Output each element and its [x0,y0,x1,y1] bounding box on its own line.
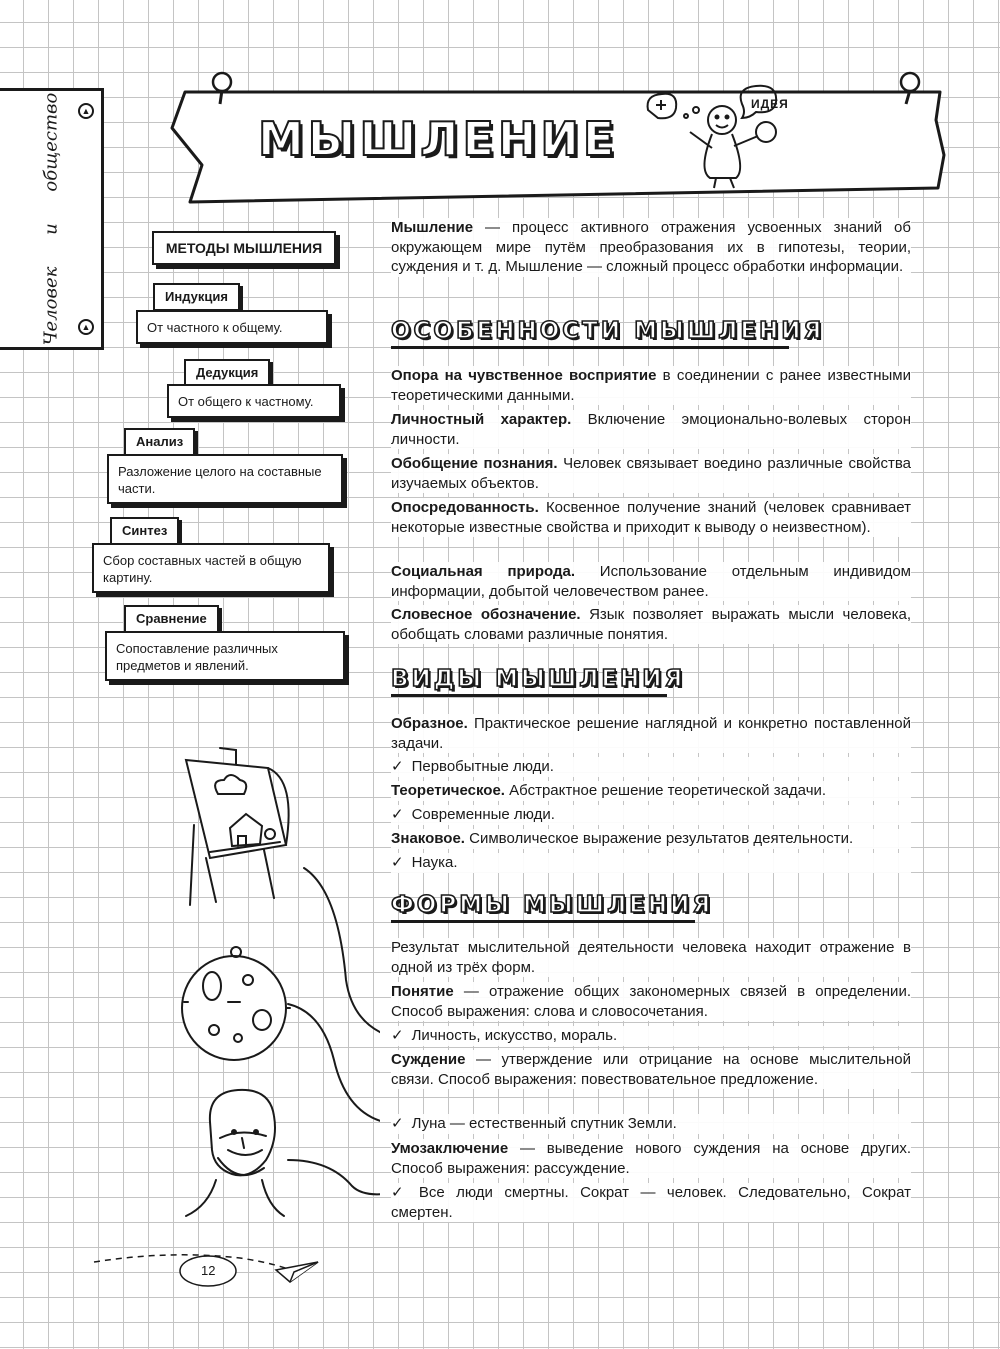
triangle-icon: ▲ [78,103,94,119]
easel-icon [186,748,289,905]
heading-underline [391,694,667,697]
idea-bubble-text: ИДЕЯ [751,97,789,111]
type-text: Практическое решение наглядной и конкретно поставленной задачи. [391,715,911,752]
feature-item [391,366,911,405]
form-term: Умозаключение [391,1140,509,1157]
intro-paragraph [391,218,911,277]
form-example: ✓ Все люди смертны. Сократ — человек. Следовательно, Сократ смертен. [391,1183,911,1222]
methods-header: МЕТОДЫ МЫШЛЕНИЯ [152,231,336,265]
feature-term: Опора на чувственное восприятие [391,367,657,384]
method-tag: Сравнение [124,605,219,633]
feature-item [391,454,911,493]
feature-item [391,498,911,537]
feature-item [391,562,911,601]
forms-heading: ФОРМЫ МЫШЛЕНИЯ [391,892,714,918]
feature-text: Использование отдельным индивидом информации, добытой человечеством ранее. [391,563,911,600]
section-label: Человек и общество [40,92,61,346]
form-text: — утверждение или отрицание на основе мыслительной связи. Способ выражения: повествовательное предложение. [391,1051,911,1088]
forms-intro: Результат мыслительной деятельности человека находит отражение в одной из трёх форм. [391,939,911,976]
method-tag: Анализ [124,428,195,456]
type-term: Образное. [391,715,468,732]
heading-underline [391,346,789,349]
intro-text: — процесс активного отражения усвоенных знаний об окружающем мире путём преобразования их в гипотезы, теории, суждения и т. д. Мышление — сложный процесс обработки информации. [391,219,911,275]
moon-icon [182,947,290,1060]
type-item [391,781,911,801]
form-item [391,982,911,1021]
page-title: МЫШЛЕНИЕ [258,112,619,166]
method-tag: Синтез [110,517,179,545]
form-text: — отражение общих закономерных связей в определении. Способ выражения: слова и словосочетания. [391,983,911,1020]
feature-item [391,410,911,449]
type-text: Символическое выражение результатов деятельности. [464,830,854,847]
side-tab [0,88,104,350]
feature-term: Социальная природа. [391,563,576,580]
type-example: ✓ Современные люди. [391,805,911,825]
feature-text: в соединении с ранее известными теоретическими данными. [391,367,911,404]
page-number: 12 [201,1263,216,1278]
method-desc: Разложение целого на составные части. [107,454,343,504]
illustrations [90,740,380,1260]
type-item [391,829,911,849]
method-desc: Сбор составных частей в общую картину. [92,543,330,593]
type-term: Теоретическое. [391,782,505,799]
type-example: ✓ Первобытные люди. [391,757,911,777]
socrates-bust-icon [186,1090,284,1216]
feature-text: Включение эмоционально-волевых сторон личности. [391,411,911,448]
method-desc: От частного к общему. [136,310,328,344]
feature-term: Словесное обозначение. [391,606,581,623]
form-term: Суждение [391,1051,466,1068]
form-example: ✓ Личность, искусство, мораль. [391,1026,911,1046]
paper-plane-icon [276,1262,318,1282]
feature-text: Человек связывает воедино различные свойства изучаемых объектов. [391,455,911,492]
type-term: Знаковое. [391,830,465,847]
feature-term: Обобщение познания. [391,455,558,472]
method-desc: Сопоставление различных предметов и явлений. [105,631,345,681]
heading-underline [391,920,695,923]
type-example: ✓ Наука. [391,853,911,873]
method-tag: Дедукция [184,359,270,387]
feature-term: Опосредованность. [391,499,539,516]
feature-text: Косвенное получение знаний (человек сравнивает некоторые известные свойства и приходит к выводу о неизвестном). [391,499,911,536]
intro-term: Мышление [391,219,474,236]
features-heading: ОСОБЕННОСТИ МЫШЛЕНИЯ [391,318,825,344]
type-item [391,714,911,753]
form-text: — выведение нового суждения на основе других. Способ выражения: рассуждение. [391,1140,911,1177]
triangle-icon: ▲ [78,319,94,335]
form-term: Понятие [391,983,454,1000]
method-tag: Индукция [153,283,240,311]
method-desc: От общего к частному. [167,384,341,418]
form-item [391,1050,911,1089]
form-example: ✓ Луна — естественный спутник Земли. [391,1114,911,1134]
feature-item [391,605,911,644]
type-text: Абстрактное решение теоретической задачи. [504,782,827,799]
types-heading: ВИДЫ МЫШЛЕНИЯ [391,666,686,692]
feature-term: Личностный характер. [391,411,572,428]
feature-text: Язык позволяет выражать мысли человека, обобщать словами различные понятия. [391,606,911,643]
form-item [391,1139,911,1178]
